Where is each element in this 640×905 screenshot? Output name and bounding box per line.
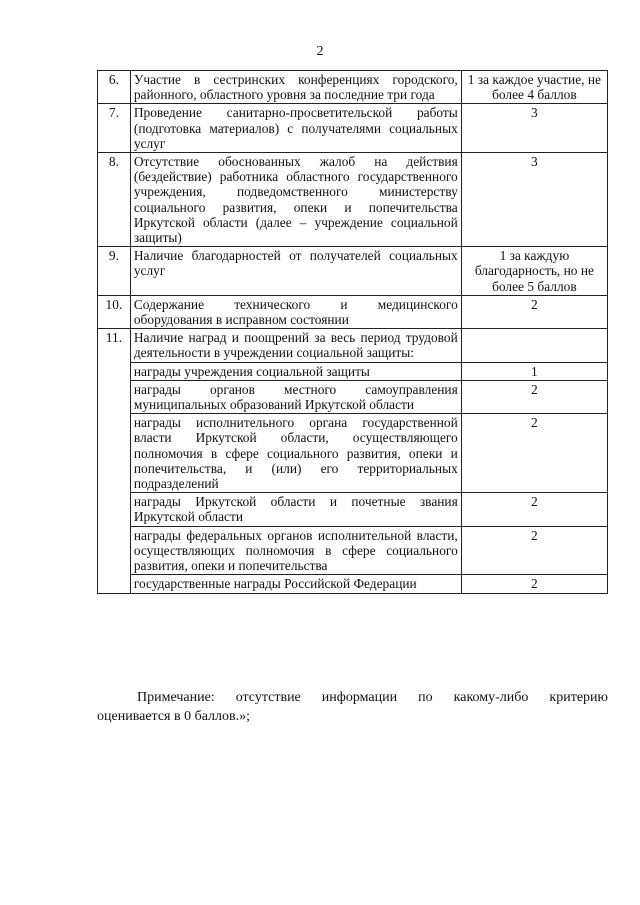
table-row — [98, 526, 608, 575]
row-number: 7. — [98, 104, 131, 153]
table-row — [98, 362, 608, 380]
criterion-points-empty — [461, 329, 607, 362]
criterion-text: Проведение санитарно-просветительской работы (подготовка материалов) с получателями социальных услуг — [130, 104, 461, 153]
table-row — [98, 247, 608, 296]
table-row — [98, 329, 608, 362]
criterion-text: Участие в сестринских конференциях городского, районного, областного уровня за последние три года — [130, 71, 461, 104]
footnote — [97, 688, 608, 726]
award-points: 2 — [461, 575, 607, 593]
award-text: награды Иркутской области и почетные звания Иркутской области — [130, 493, 461, 526]
award-text: награды учреждения социальной защиты — [130, 362, 461, 380]
table-row — [98, 575, 608, 593]
row-number: 10. — [98, 295, 131, 328]
criterion-points: 3 — [461, 104, 607, 153]
award-points: 2 — [461, 493, 607, 526]
table-row — [98, 493, 608, 526]
page-number: 2 — [316, 44, 324, 59]
criterion-points: 3 — [461, 153, 607, 247]
table-row — [98, 380, 608, 413]
criterion-points: 1 за каждое участие, не более 4 баллов — [461, 71, 607, 104]
table-row — [98, 71, 608, 104]
row-number: 9. — [98, 247, 131, 296]
row-number: 6. — [98, 71, 131, 104]
criterion-text: Содержание технического и медицинского оборудования в исправном состоянии — [130, 295, 461, 328]
criterion-points: 1 за каждую благодарность, но не более 5 баллов — [461, 247, 607, 296]
award-text: награды федеральных органов исполнительной власти, осуществляющих полномочия в сфере социального развития, опеки и попечительства — [130, 526, 461, 575]
award-points: 2 — [461, 526, 607, 575]
criterion-text: Отсутствие обоснованных жалоб на действия (бездействие) работника областного государственного учреждения, подведомственного министерству социального развития, опеки и попечительства Иркутской области (далее – учреждение социальной защиты) — [130, 153, 461, 247]
criteria-table — [97, 70, 608, 594]
criterion-heading: Наличие наград и поощрений за весь период трудовой деятельности в учреждении социальной защиты: — [130, 329, 461, 362]
award-points: 2 — [461, 380, 607, 413]
footnote-line-2: оценивается в 0 баллов.»; — [97, 709, 251, 724]
table-row — [98, 153, 608, 247]
criterion-points: 2 — [461, 295, 607, 328]
row-number: 8. — [98, 153, 131, 247]
award-text: государственные награды Российской Федерации — [130, 575, 461, 593]
award-points: 1 — [461, 362, 607, 380]
criterion-text: Наличие благодарностей от получателей социальных услуг — [130, 247, 461, 296]
award-text: награды органов местного самоуправления муниципальных образований Иркутской области — [130, 380, 461, 413]
table-row — [98, 104, 608, 153]
footnote-line-1: Примечание: отсутствие информации по какому-либо критерию — [137, 690, 608, 705]
table-row — [98, 295, 608, 328]
table-row — [98, 414, 608, 493]
row-number: 11. — [98, 329, 131, 593]
award-text: награды исполнительного органа государственной власти Иркутской области, осуществляющего полномочия в сфере социального развития, опеки и попечительства, и (или) его территориальных подразделений — [130, 414, 461, 493]
award-points: 2 — [461, 414, 607, 493]
